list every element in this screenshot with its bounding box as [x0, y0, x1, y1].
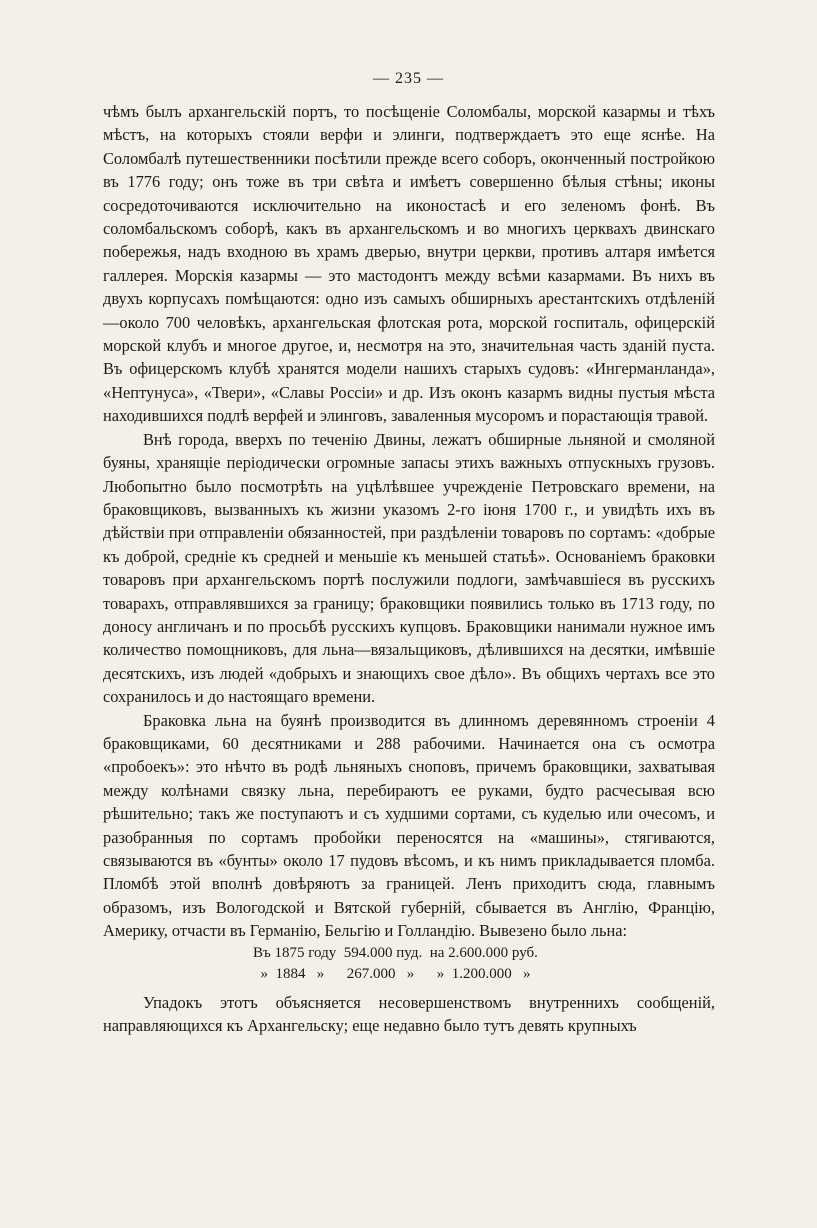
paragraph-decline: Упадокъ этотъ объясняется несовершенствомъ внутреннихъ сообщеній, направляющихся къ Архангельску; еще недавно было тутъ девять крупныхъ: [103, 992, 715, 1036]
paragraph-flax-sorting: Браковка льна на буянѣ производится въ длинномъ деревянномъ строеніи 4 браковщиками, 60 десятниками и 288 рабочими. Начинается она съ осмотра «пробоекъ»: это нѣчто въ родѣ льняныхъ сноповъ, причемъ браковщики, захватывая между колѣнами связку льна, перебираютъ ее руками, будто расчесывая всю рѣшительно; такъ же поступаютъ и съ худшими сортами, съ куделью или очесомъ, и разобранныя по сортамъ пробойки переносятся на «машины», стягиваются, связываются въ «бунты» около 17 пудовъ вѣсомъ, и къ нимъ прикладывается пломба. Пломбѣ этой вполнѣ довѣряютъ за границей. Ленъ приходитъ сюда, главнымъ образомъ, изъ Вологодской и Вятской губерній, сбывается въ Англію, Францію, Америку, отчасти въ Германію, Бельгію и Голландію. Вывезено было льна:: [103, 710, 715, 941]
stats-row-1884: » 1884 » 267.000 » » 1.200.000 »: [253, 965, 531, 982]
stats-row-1875: Въ 1875 году 594.000 пуд. на 2.600.000 руб.: [253, 944, 538, 961]
export-stats: [103, 943, 715, 985]
paragraph-soloмbala: чѣмъ былъ архангельскій портъ, то посѣщеніе Соломбалы, морской казармы и тѣхъ мѣстъ, на которыхъ стояли верфи и элинги, подтверждаетъ это еще яснѣе. На Соломбалѣ путешественники посѣтили прежде всего соборъ, оконченный постройкою въ 1776 году; онъ тоже въ три свѣта и имѣетъ совершенно бѣлыя стѣны; иконы сосредоточиваются исключительно на иконостасѣ и его зеленомъ фонѣ. Въ соломбальскомъ соборѣ, какъ въ архангельскомъ и во многихъ церквахъ двинскаго побережья, надъ входною въ храмъ дверью, внутри церкви, противъ алтаря имѣется галлерея. Морскія казармы — это мастодонтъ между всѣми казармами. Въ нихъ въ двухъ корпусахъ помѣщаются: одно изъ самыхъ обширныхъ арестантскихъ отдѣленій—около 700 человѣкъ, архангельская флотская рота, морской госпиталь, офицерскій морской клубъ и многое другое, и, несмотря на это, значительная часть зданій пуста. Въ офицерскомъ клубѣ хранятся модели нашихъ старыхъ судовъ: «Ингерманланда», «Нептунуса», «Твери», «Славы Россіи» и др. Изъ оконъ казармъ видны пустыя мѣста находившихся подлѣ верфей и элинговъ, заваленныя мусоромъ и порастающія травой.: [103, 102, 715, 426]
page-number: — 235 —: [373, 70, 444, 87]
paragraph-flax-warehouses: Внѣ города, вверхъ по теченію Двины, лежатъ обширные льняной и смоляной буяны, хранящіе періодически огромные запасы этихъ важныхъ отпускныхъ грузовъ. Любопытно было посмотрѣть на уцѣлѣвшее учрежденіе Петровскаго времени, на браковщиковъ, вызванныхъ къ жизни указомъ 2-го іюня 1700 г., и увидѣть ихъ въ дѣйствіи при отправленіи обязанностей, при раздѣленіи товаровъ по сортамъ: «добрые къ доброй, средніе къ средней и меньшіе къ меньшей статьѣ». Основаніемъ браковки товаровъ при архангельскомъ портѣ послужили подлоги, замѣчавшіеся въ русскихъ товарахъ, отправлявшихся за границу; браковщики появились только въ 1713 году, по доносу англичанъ и по просьбѣ русскихъ купцовъ. Браковщики нанимали нужное имъ количество помощниковъ, для льна—вязальщиковъ, дѣлившихся на десятки, имѣвшіе десятскихъ, изъ людей «добрыхъ и знающихъ свое дѣло». Въ общихъ чертахъ все это сохранилось и до настоящаго времени.: [103, 429, 715, 707]
page-body: [103, 100, 715, 1037]
